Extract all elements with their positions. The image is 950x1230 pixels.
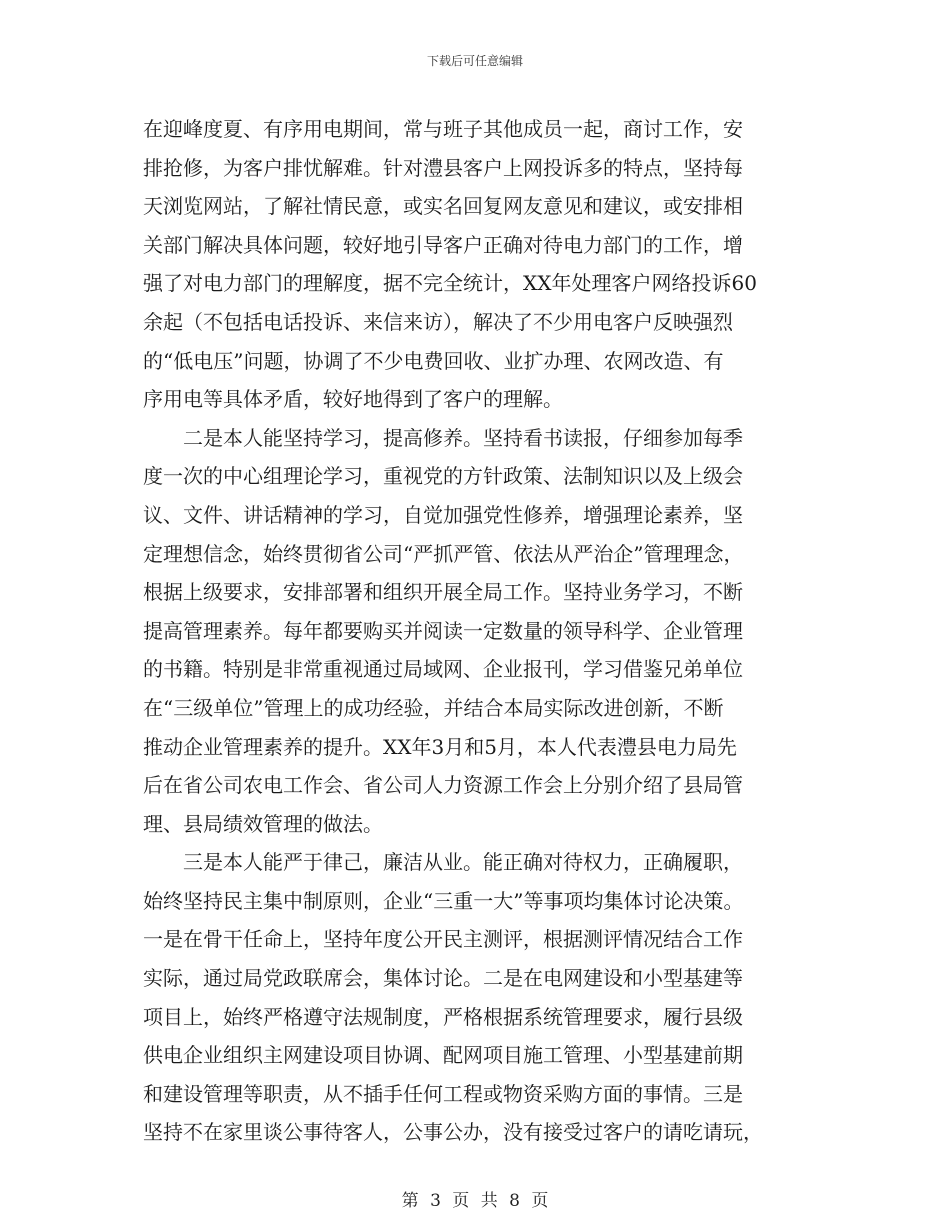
text-line: 坚持不在家里谈公事待客人，公事公办，没有接受过客户的请吃请玩， [143, 1120, 763, 1145]
text-line: 排抢修，为客户排忧解难。针对澧县客户上网投诉多的特点，坚持每 [143, 155, 743, 180]
paragraph-start-line: 三是本人能严于律己，廉洁从业。能正确对待权力，正确履职， [183, 850, 743, 875]
text-line: 实际，通过局党政联席会，集体讨论。二是在电网建设和小型基建等 [143, 966, 743, 991]
text-line: 关部门解决具体问题，较好地引导客户正确对待电力部门的工作，增 [143, 232, 743, 257]
text-line: 项目上，始终严格遵守法规制度，严格根据系统管理要求，履行县级 [143, 1004, 743, 1029]
text-line: 强了对电力部门的理解度，据不完全统计，XX年处理客户网络投诉60 [143, 271, 757, 296]
text-line: 余起（不包括电话投诉、来信来访），解决了不少用电客户反映强烈 [143, 309, 733, 334]
text-line: 定理想信念，始终贯彻省公司“严抓严管、依法从严治企”管理理念， [143, 541, 744, 566]
text-line: 议、文件、讲话精神的学习，自觉加强党性修养，增强理论素养，坚 [143, 502, 743, 527]
text-line: 天浏览网站，了解社情民意，或实名回复网友意见和建议，或安排相 [143, 194, 743, 219]
text-line: 理、县局绩效管理的做法。 [143, 811, 383, 836]
document-body [143, 110, 805, 1152]
text-line: 供电企业组织主网建设项目协调、配网项目施工管理、小型基建前期 [143, 1043, 743, 1068]
text-line: 后在省公司农电工作会、省公司人力资源工作会上分别介绍了县局管 [143, 773, 743, 798]
text-line: 一是在骨干任命上，坚持年度公开民主测评，根据测评情况结合工作 [143, 927, 743, 952]
text-line: 在迎峰度夏、有序用电期间，常与班子其他成员一起，商讨工作，安 [143, 117, 743, 141]
text-line: 的书籍。特别是非常重视通过局域网、企业报刊，学习借鉴兄弟单位 [143, 657, 743, 682]
text-line: 根据上级要求，安排部署和组织开展全局工作。坚持业务学习，不断 [143, 580, 743, 605]
text-line: 始终坚持民主集中制原则，企业“三重一大”等事项均集体讨论决策。 [143, 888, 744, 913]
text-line: 提高管理素养。每年都要购买并阅读一定数量的领导科学、企业管理 [143, 618, 743, 643]
page-header-note: 下载后可任意编辑 [426, 54, 523, 68]
paragraph-start-line: 二是本人能坚持学习，提高修养。坚持看书读报，仔细参加每季 [183, 425, 743, 450]
text-line: 在“三级单位”管理上的成功经验，并结合本局实际改进创新，不断 [143, 695, 724, 720]
text-line: 和建设管理等职责，从不插手任何工程或物资采购方面的事情。三是 [143, 1081, 743, 1106]
text-line: 推动企业管理素养的提升。XX年3月和5月，本人代表澧县电力局先 [143, 734, 737, 759]
text-line: 序用电等具体矛盾，较好地得到了客户的理解。 [143, 387, 563, 412]
text-line: 的“低电压”问题，协调了不少电费回收、业扩办理、农网改造、有 [143, 348, 724, 373]
page-number-footer: 第 3 页 共 8 页 [401, 1191, 549, 1211]
text-line: 度一次的中心组理论学习，重视党的方针政策、法制知识以及上级会 [143, 464, 743, 489]
